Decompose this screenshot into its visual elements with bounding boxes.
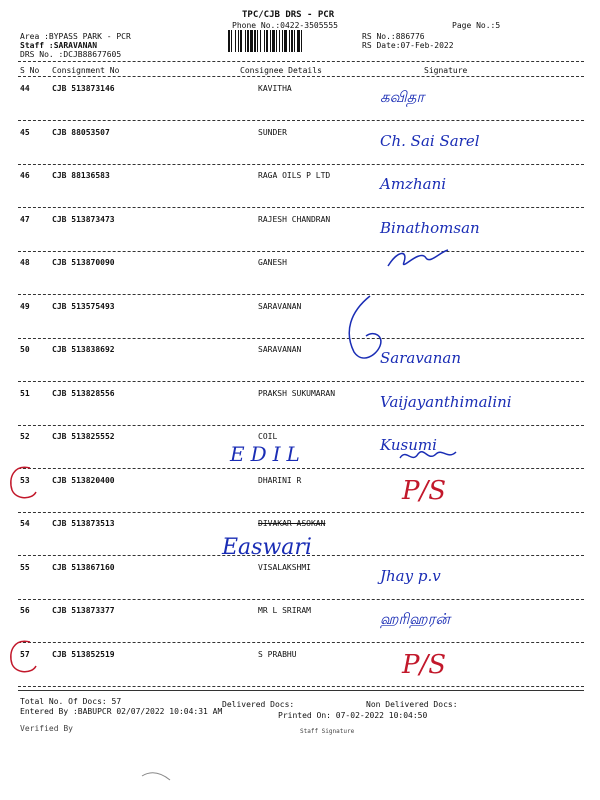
row-consignee-name: KAVITHA bbox=[258, 84, 292, 93]
table-row bbox=[0, 215, 600, 263]
rs-number: RS No.:886776 bbox=[362, 32, 425, 41]
row-divider bbox=[18, 251, 584, 252]
row-serial-number: 45 bbox=[20, 127, 30, 137]
row-divider bbox=[18, 164, 584, 165]
row-divider bbox=[18, 120, 584, 121]
rs-date: RS Date:07-Feb-2022 bbox=[362, 41, 454, 50]
footer-divider bbox=[18, 690, 584, 691]
column-header-consignee: Consignee Details bbox=[240, 66, 322, 75]
row-signature: Vaijayanthimalini bbox=[380, 392, 512, 411]
row-consignee-name: DIVAKAR ASOKAN bbox=[258, 519, 326, 528]
row-consignee-name: COIL bbox=[258, 432, 278, 441]
row-handwritten-note: P/S bbox=[402, 649, 447, 680]
table-row bbox=[0, 128, 600, 176]
row-consignee-name: S PRABHU bbox=[258, 649, 297, 659]
row-consignment-number: CJB 513820400 bbox=[52, 475, 115, 485]
row-serial-number: 57 bbox=[20, 649, 30, 659]
drs-number: DRS No. :DCJB88677605 bbox=[20, 50, 122, 59]
row-consignee-name: SARAVANAN bbox=[258, 345, 302, 354]
row-consignee-name: DHARINI R bbox=[258, 475, 302, 485]
row-consignee-name: GANESH bbox=[258, 258, 287, 267]
row-handwritten-note: P/S bbox=[402, 475, 447, 506]
row-divider bbox=[18, 425, 584, 426]
row-consignee-name: SUNDER bbox=[258, 127, 287, 137]
row-serial-number: 46 bbox=[20, 171, 30, 180]
row-divider bbox=[18, 468, 584, 469]
signature-scribble bbox=[398, 446, 458, 466]
area-label: Area :BYPASS PARK - PCR bbox=[20, 32, 131, 41]
header-divider-top bbox=[18, 61, 584, 62]
page-number: Page No.:5 bbox=[452, 21, 501, 30]
barcode-image bbox=[228, 30, 356, 52]
row-consignee-name: VISALAKSHMI bbox=[258, 562, 311, 572]
staff-label: Staff :SARAVANAN bbox=[20, 41, 98, 50]
header-divider-bottom bbox=[18, 76, 584, 77]
row-consignment-number: CJB 513852519 bbox=[52, 649, 115, 659]
printed-on: Printed On: 07-02-2022 10:04:50 bbox=[278, 711, 428, 720]
row-divider bbox=[18, 207, 584, 208]
row-signature: கவிதா bbox=[380, 88, 425, 106]
row-signature: Jhay p.v bbox=[380, 566, 441, 585]
row-serial-number: 55 bbox=[20, 562, 30, 572]
row-signature: Binathomsan bbox=[380, 218, 480, 237]
row-serial-number: 47 bbox=[20, 214, 30, 224]
column-header-consignment: Consignment No bbox=[52, 66, 120, 75]
row-consignment-number: CJB 513873513 bbox=[52, 519, 115, 528]
row-consignment-number: CJB 513873377 bbox=[52, 606, 115, 615]
row-serial-number: 44 bbox=[20, 84, 30, 93]
table-row bbox=[0, 345, 600, 393]
row-serial-number: 49 bbox=[20, 301, 30, 311]
document-title: TPC/CJB DRS - PCR bbox=[242, 10, 335, 20]
total-docs: Total No. Of Docs: 57 bbox=[20, 697, 122, 706]
row-serial-number: 52 bbox=[20, 432, 30, 441]
table-row bbox=[0, 519, 600, 567]
row-divider bbox=[18, 294, 584, 295]
row-divider bbox=[18, 381, 584, 382]
row-serial-number: 54 bbox=[20, 519, 30, 528]
table-row bbox=[0, 171, 600, 219]
row-signature: Amzhani bbox=[380, 175, 447, 193]
row-consignment-number: CJB 513828556 bbox=[52, 388, 115, 398]
table-row bbox=[0, 302, 600, 350]
column-header-sno: S No bbox=[20, 66, 40, 75]
stray-pen-mark bbox=[140, 768, 180, 788]
row-consignment-number: CJB 513873473 bbox=[52, 214, 115, 224]
red-circle-mark bbox=[6, 462, 40, 502]
row-serial-number: 50 bbox=[20, 345, 30, 354]
table-row bbox=[0, 258, 600, 306]
column-header-signature: Signature bbox=[424, 66, 468, 75]
table-row bbox=[0, 84, 600, 132]
row-divider bbox=[18, 599, 584, 600]
row-consignee-name: RAJESH CHANDRAN bbox=[258, 214, 331, 224]
row-handwritten-note: EDIL bbox=[230, 442, 306, 466]
row-consignment-number: CJB 513867160 bbox=[52, 562, 115, 572]
row-divider bbox=[18, 686, 584, 687]
row-consignment-number: CJB 88136583 bbox=[52, 171, 110, 180]
row-handwritten-note: Easwari bbox=[222, 535, 312, 560]
row-consignee-name: RAGA OILS P LTD bbox=[258, 171, 331, 180]
row-divider bbox=[18, 642, 584, 643]
table-row bbox=[0, 476, 600, 524]
row-consignment-number: CJB 513870090 bbox=[52, 258, 115, 267]
row-serial-number: 48 bbox=[20, 258, 30, 267]
row-signature: ஹரிஹரன் bbox=[380, 610, 450, 628]
red-circle-mark bbox=[6, 636, 40, 676]
delivered-docs: Delivered Docs: bbox=[222, 700, 295, 709]
row-consignment-number: CJB 513838692 bbox=[52, 345, 115, 354]
table-row bbox=[0, 432, 600, 480]
phone-number: Phone No.:0422-3505555 bbox=[232, 21, 338, 30]
row-consignment-number: CJB 88053507 bbox=[52, 127, 110, 137]
row-signature: Kusumi bbox=[380, 436, 437, 454]
row-signature: Ch. Sai Sarel bbox=[380, 131, 480, 150]
table-row bbox=[0, 563, 600, 611]
row-consignee-name: MR L SRIRAM bbox=[258, 606, 311, 615]
row-serial-number: 51 bbox=[20, 388, 30, 398]
staff-signature-label: Staff Signature bbox=[300, 728, 355, 735]
row-divider bbox=[18, 338, 584, 339]
non-delivered-docs: Non Delivered Docs: bbox=[366, 700, 458, 709]
table-row bbox=[0, 606, 600, 654]
row-consignee-name: SARAVANAN bbox=[258, 301, 302, 311]
row-signature: Saravanan bbox=[380, 349, 462, 367]
row-consignment-number: CJB 513825552 bbox=[52, 432, 115, 441]
table-row bbox=[0, 389, 600, 437]
row-consignment-number: CJB 513575493 bbox=[52, 301, 115, 311]
verified-by: Verified By bbox=[20, 724, 73, 733]
row-serial-number: 53 bbox=[20, 475, 30, 485]
signature-scribble bbox=[384, 244, 454, 274]
entered-by: Entered By :BABUPCR 02/07/2022 10:04:31 AM bbox=[20, 707, 223, 716]
row-divider bbox=[18, 512, 584, 513]
row-serial-number: 56 bbox=[20, 606, 30, 615]
row-consignee-name: PRAKSH SUKUMARAN bbox=[258, 388, 336, 398]
row-consignment-number: CJB 513873146 bbox=[52, 84, 115, 93]
